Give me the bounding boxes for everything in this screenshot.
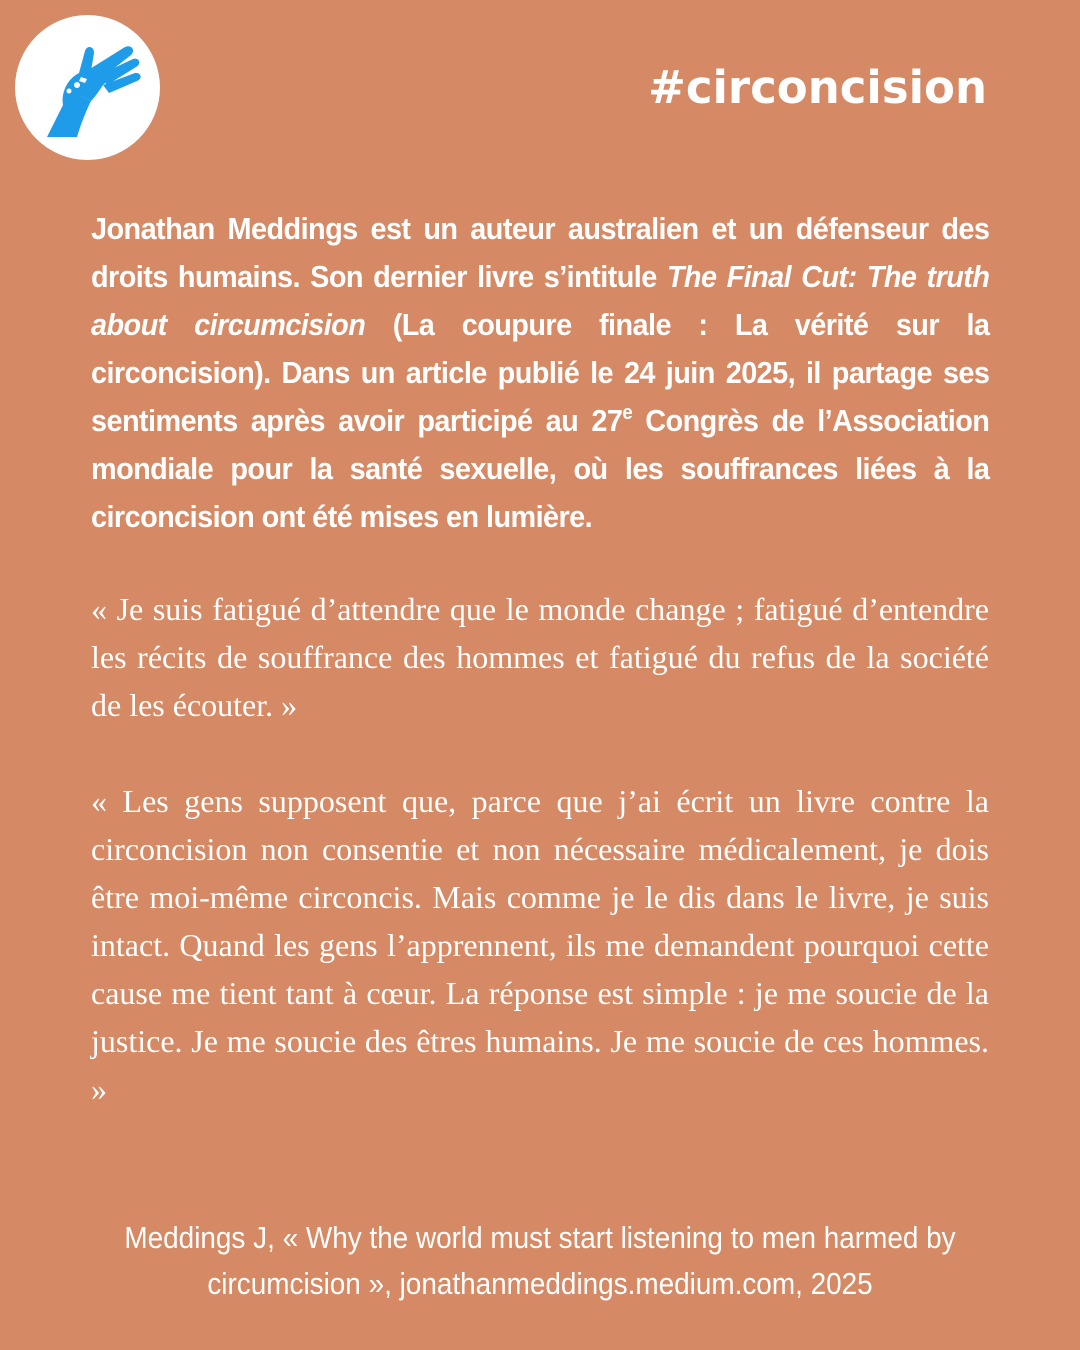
book-title: The Final Cut: The truth about circumcision <box>91 259 990 342</box>
citation-line-2: circumcision », jonathanmeddings.medium.com, 2025 <box>207 1266 873 1301</box>
logo <box>15 15 160 160</box>
raised-fist-hand-icon <box>33 33 143 143</box>
citation-line-1: Meddings J, « Why the world must start listening to men harmed by <box>124 1220 956 1255</box>
intro-text-part1: Jonathan Meddings est un auteur australien et un défenseur des droits humains. Son dernier livre s’intitule <box>91 211 990 294</box>
quote-1: « Je suis fatigué d’attendre que le monde change ; fatigué d’entendre les récits de souffrance des hommes et fatigué du refus de la société de les écouter. » <box>91 591 989 723</box>
intro-paragraph <box>91 205 989 541</box>
citation <box>108 1215 972 1307</box>
intro-text-part3: Congrès de l’Association mondiale pour la santé sexuelle, où les souffrances liées à la circoncision ont été mises en lumière. <box>91 403 990 534</box>
hashtag-title: #circoncision <box>648 61 987 114</box>
intro-text-part2: (La coupure finale : La vérité sur la circoncision). Dans un article publié le 24 juin 2025, il partage ses sentiments après avoir participé au 27 <box>91 307 990 438</box>
quote-2: « Les gens supposent que, parce que j’ai écrit un livre contre la circoncision non consentie et non nécessaire médicalement, je dois être moi-même circoncis. Mais comme je le dis dans le livre, je suis intact. Quand les gens l’apprennent, ils me demandent pourquoi cette cause me tient tant à cœur. La réponse est simple : je me soucie de la justice. Je me soucie des êtres humains. Je me soucie de ces hommes. » <box>91 783 989 1107</box>
ordinal-suffix: e <box>622 402 633 424</box>
main-content <box>91 205 989 1113</box>
